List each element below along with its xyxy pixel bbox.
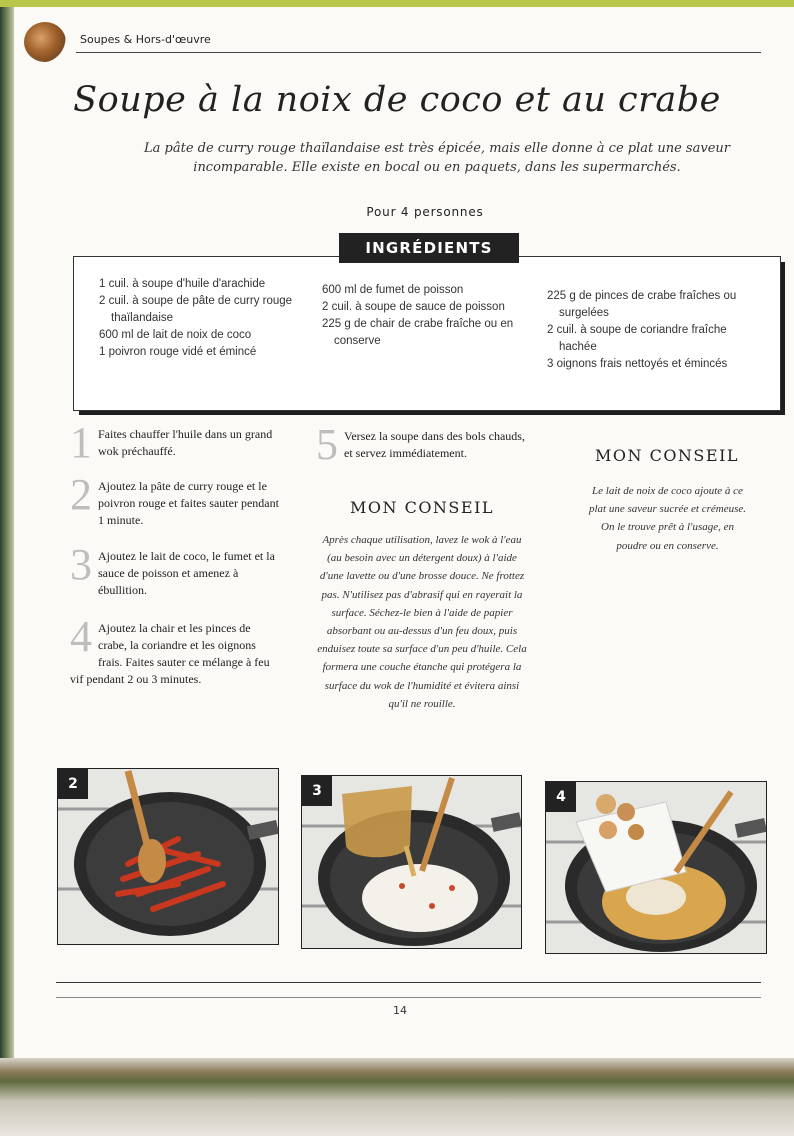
photo-badge: 2 [58, 769, 88, 799]
ingredients-column-1 [99, 276, 309, 361]
header-rule [76, 52, 761, 53]
step-text: Versez la soupe dans des bols chauds, et servez immédiatement. [344, 429, 525, 460]
step-text: Ajoutez le lait de coco, le fumet et la sauce de poisson et amenez à ébullition. [98, 549, 275, 597]
step-4 [70, 612, 270, 688]
step-number: 5 [316, 420, 338, 469]
photo-badge: 4 [546, 782, 576, 812]
page-bottom-edge [0, 1058, 794, 1136]
wok-peppers-icon [58, 769, 278, 944]
ingredient-item: 1 cuil. à soupe d'huile d'arachide [99, 278, 266, 290]
step-number: 2 [70, 470, 92, 519]
page-left-edge [0, 0, 14, 1136]
photo-step-2 [57, 768, 279, 945]
step-text: Ajoutez la chair et les pinces de crabe, la coriandre et les oignons frais. Faites sauter ce mélange à feu vif pendant 2 ou 3 minutes. [70, 621, 270, 686]
ingredient-item: 600 ml de fumet de poisson [322, 284, 464, 296]
wok-coconut-pour-icon [302, 776, 521, 948]
photo-badge: 3 [302, 776, 332, 806]
footer-rule [56, 982, 761, 983]
ingredients-label: INGRÉDIENTS [339, 233, 519, 263]
recipe-title: Soupe à la noix de coco et au crabe [73, 80, 721, 120]
step-1 [70, 418, 280, 467]
step-number: 3 [70, 540, 92, 589]
tip-text: Après chaque utilisation, lavez le wok à l'eau (au besoin avec un détergent doux) à l'aide d'une lavette ou d'une brosse douce. Ne frottez pas. N'utilisez pas d'abrasif qui en rayerait la surface. Séchez-le bien à l'aide de papier absorbant ou au-dessus d'un feu doux, puis enduisez toute sa surface d'un peu d'huile. Cela formera une couche étanche qui protégera la surface du wok de l'humidité et évitera ainsi qu'il ne rouille. [317, 534, 527, 710]
servings-label: Pour 4 personnes [366, 205, 484, 219]
footer-rule [56, 997, 761, 998]
ingredients-column-3 [547, 288, 762, 373]
wok-crab-icon [546, 782, 766, 953]
tip-title: MON CONSEIL [594, 446, 740, 465]
page-top-edge [0, 0, 794, 7]
step-text: Ajoutez la pâte de curry rouge et le poivron rouge et faites sauter pendant 1 minute. [98, 479, 279, 527]
section-title: Soupes & Hors-d'œuvre [80, 33, 211, 46]
page-number: 14 [393, 1004, 407, 1017]
step-number: 4 [70, 612, 92, 661]
ingredient-item: 2 cuil. à soupe de sauce de poisson [322, 301, 505, 313]
photo-step-3 [301, 775, 522, 949]
ingredient-item: 2 cuil. à soupe de pâte de curry rouge thaïlandaise [99, 295, 293, 324]
photo-step-4 [545, 781, 767, 954]
step-3 [70, 540, 280, 599]
tip-title: MON CONSEIL [349, 498, 495, 517]
spice-icon [24, 22, 66, 62]
step-number: 1 [70, 418, 92, 467]
tip-text: Le lait de noix de coco ajoute à ce plat une saveur sucrée et crémeuse. On le trouve prêt à l'usage, en poudre ou en conserve. [588, 485, 746, 552]
ingredient-item: 2 cuil. à soupe de coriandre fraîche hachée [547, 324, 727, 353]
step-5 [316, 420, 536, 469]
ingredient-item: 3 oignons frais nettoyés et émincés [547, 358, 728, 370]
ingredients-column-2 [322, 282, 532, 350]
recipe-subtitle: La pâte de curry rouge thaïlandaise est très épicée, mais elle donne à ce plat une saveur incomparable. Elle existe en bocal ou en paquets, dans les supermarchés. [144, 141, 730, 175]
step-2 [70, 470, 280, 529]
ingredient-item: 225 g de pinces de crabe fraîches ou surgelées [547, 290, 737, 319]
step-text: Faites chauffer l'huile dans un grand wok préchauffé. [98, 427, 273, 458]
ingredient-item: 600 ml de lait de noix de coco [99, 329, 252, 341]
ingredient-item: 225 g de chair de crabe fraîche ou en conserve [322, 318, 514, 347]
ingredient-item: 1 poivron rouge vidé et émincé [99, 346, 257, 358]
